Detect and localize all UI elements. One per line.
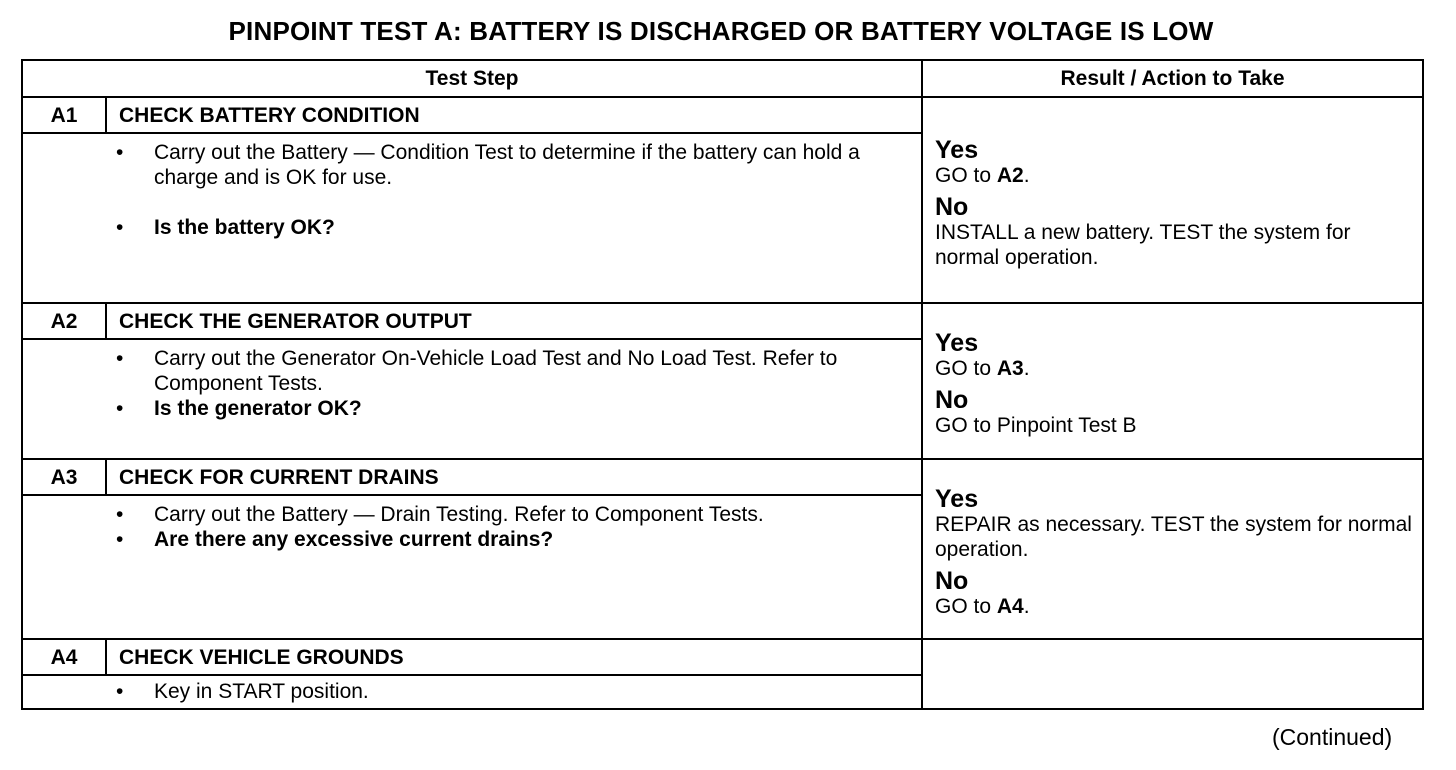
no-action: GO to Pinpoint Test B <box>935 414 1137 437</box>
list-item: • Key in START position. <box>116 680 369 703</box>
step-body <box>106 339 922 459</box>
step-body <box>106 133 922 303</box>
step-body-indent <box>22 495 106 639</box>
result-cell <box>922 97 1423 303</box>
list-item: • Carry out the Generator On-Vehicle Load Test and No Load Test. Refer to Component Tests. <box>116 347 838 395</box>
step-title: CHECK THE GENERATOR OUTPUT <box>106 303 922 339</box>
pinpoint-test-table <box>21 59 1424 710</box>
header-test-step: Test Step <box>22 60 922 97</box>
step-body-indent <box>22 675 106 709</box>
yes-action: REPAIR as necessary. TEST the system for normal operation. <box>935 512 1412 561</box>
yes-action: GO to A3. <box>935 357 1030 380</box>
no-label: No <box>935 386 969 414</box>
header-result: Result / Action to Take <box>922 60 1423 97</box>
no-action: INSTALL a new battery. TEST the system for normal operation. <box>935 220 1351 269</box>
continued-note: (Continued) <box>1272 724 1393 750</box>
step-body-indent <box>22 133 106 303</box>
table-header-row <box>22 60 1423 97</box>
spacer <box>106 190 921 215</box>
step-id: A3 <box>22 459 106 495</box>
step-id: A2 <box>22 303 106 339</box>
no-label: No <box>935 566 969 595</box>
step-title-row <box>22 459 1423 495</box>
yes-label: Yes <box>935 135 979 164</box>
step-body <box>106 675 922 709</box>
list-item: • Is the generator OK? <box>116 397 362 420</box>
no-label: No <box>935 192 969 221</box>
result-cell <box>922 459 1423 639</box>
list-item: • Carry out the Battery — Condition Test to determine if the battery can hold a charge and is OK for use. <box>116 141 860 189</box>
step-title: CHECK VEHICLE GROUNDS <box>106 639 922 675</box>
step-title: CHECK FOR CURRENT DRAINS <box>106 459 922 495</box>
step-body <box>106 495 922 639</box>
step-id: A4 <box>22 639 106 675</box>
step-title: CHECK BATTERY CONDITION <box>106 97 922 133</box>
result-cell <box>922 639 1423 709</box>
step-title-row <box>22 303 1423 339</box>
yes-label: Yes <box>935 329 979 357</box>
step-id: A1 <box>22 97 106 133</box>
result-cell <box>922 303 1423 459</box>
list-item: • Are there any excessive current drains? <box>116 528 554 551</box>
no-action: GO to A4. <box>935 594 1030 618</box>
step-title-row <box>22 97 1423 133</box>
page-title: PINPOINT TEST A: BATTERY IS DISCHARGED OR BATTERY VOLTAGE IS LOW <box>228 16 1214 46</box>
yes-label: Yes <box>935 484 979 513</box>
list-item: • Is the battery OK? <box>116 216 335 239</box>
list-item: • Carry out the Battery — Drain Testing. Refer to Component Tests. <box>116 503 764 526</box>
yes-action: GO to A2. <box>935 163 1030 187</box>
step-body-indent <box>22 339 106 459</box>
step-title-row <box>22 639 1423 675</box>
